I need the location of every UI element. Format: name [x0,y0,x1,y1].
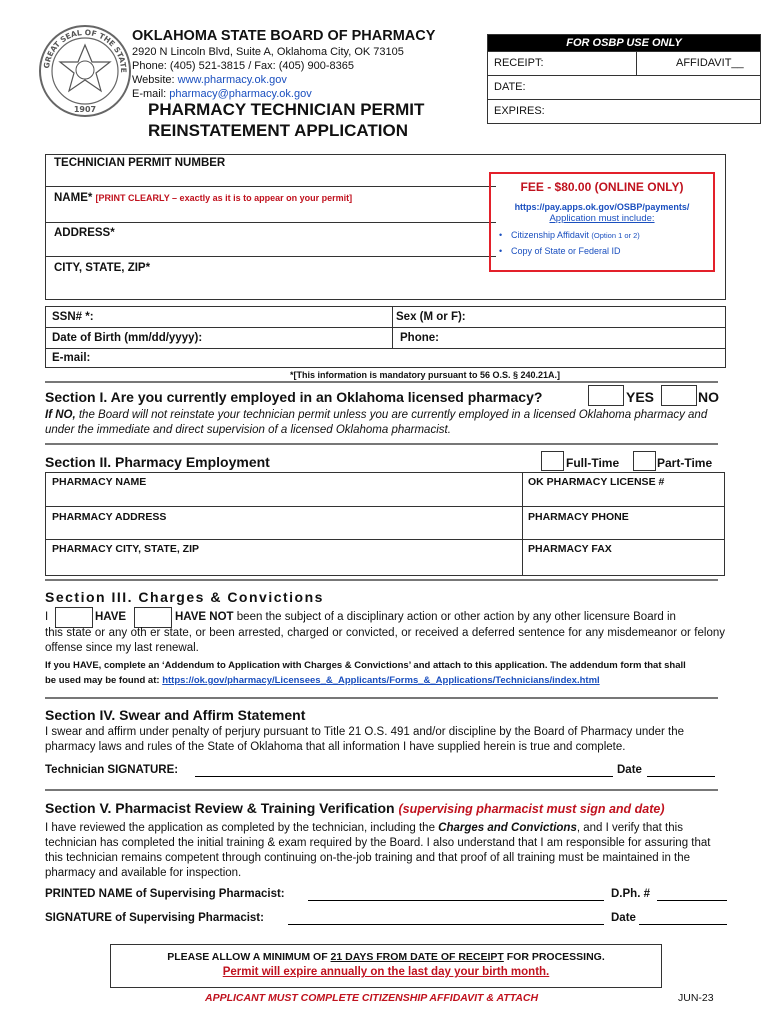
dph-label: D.Ph. # [611,888,650,900]
employed-yes-checkbox[interactable] [588,385,624,406]
section3-heading: Section III. Charges & Convictions [45,589,324,605]
city-state-zip-label: CITY, STATE, ZIP* [54,262,151,274]
website-link[interactable]: www.pharmacy.ok.gov [177,74,287,86]
section5-statement: I have reviewed the application as completed by the technician, including the Charges and Convictions, and I verify that this technician has completed the initial training & exam required by the Board. I also understand that I am responsible for assuring that this technician remains competent through continuing on-the-job training and that proof of all training must be maintained in the pharmacy and available for inspection. [45,822,711,879]
mandatory-note: *[This information is mandatory pursuant to 56 O.S. § 240.21A.] [290,370,561,380]
technician-signature-line[interactable] [195,776,613,777]
addendum-note-line1: If you HAVE, complete an ‘Addendum to Application with Charges & Convictions’ and attach to this application. The addendum form that shall [45,660,686,671]
section3-statement-line1: HAVE NOT been the subject of a disciplinary action or other action by any other licensure Board in [175,611,676,623]
form-title-line1: PHARMACY TECHNICIAN PERMIT [148,100,425,119]
fee-box [489,172,715,272]
form-version: JUN-23 [678,992,714,1004]
processing-time-note: PLEASE ALLOW A MINIMUM OF 21 DAYS FROM DATE OF RECEIPT FOR PROCESSING. [167,951,605,963]
no-label: NO [698,389,719,405]
addendum-note-line2: be used may be found at: https://ok.gov/pharmacy/Licensees_&_Applicants/Forms_&_Applications/Technicians/index.html [45,675,600,686]
fee-title: FEE - $80.00 (ONLINE ONLY) [520,180,684,194]
agency-website-line: Website: www.pharmacy.ok.gov [132,74,287,86]
must-include-label: Application must include: [549,213,655,224]
yes-label: YES [626,389,655,405]
have-not-checkbox[interactable] [134,607,172,628]
full-time-checkbox[interactable] [541,451,564,471]
requirement-citizenship: • Citizenship Affidavit (Option 1 or 2) [499,230,640,240]
section2-heading: Section II. Pharmacy Employment [45,454,270,470]
osbp-heading: FOR OSBP USE ONLY [488,35,760,51]
full-time-label: Full-Time [566,456,620,470]
name-label: NAME* [PRINT CLEARLY – exactly as it is to appear on your permit] [54,192,353,204]
section5-heading: Section V. Pharmacist Review & Training Verification (supervising pharmacist must sign and date) [45,800,665,816]
pharmacist-signature-line[interactable] [288,924,604,925]
form-title-line2: REINSTATEMENT APPLICATION [148,121,409,140]
section5-heading-note: (supervising pharmacist must sign and date) [398,802,665,816]
technician-signature-label: Technician SIGNATURE: [45,764,179,776]
license-label: OK PHARMACY LICENSE # [528,476,665,488]
agency-name: OKLAHOMA STATE BOARD OF PHARMACY [132,28,436,44]
have-label: HAVE [95,611,127,623]
expires-label: EXPIRES: [494,105,545,117]
name-note: [PRINT CLEARLY – exactly as it is to appear on your permit] [95,193,353,203]
pharmacy-fax-label: PHARMACY FAX [528,543,612,555]
pharmacy-city-label: PHARMACY CITY, STATE, ZIP [52,543,200,555]
section4-heading: Section IV. Swear and Affirm Statement [45,707,306,723]
addendum-link[interactable]: https://ok.gov/pharmacy/Licensees_&_Applicants/Forms_&_Applications/Technicians/index.html [162,675,600,686]
employed-no-checkbox[interactable] [661,385,697,406]
section4-statement: I swear and affirm under penalty of perjury pursuant to Title 21 O.S. 491 and/or discipline by the Board of Pharmacy under the pharmacy laws and rules of the State of Oklahoma that all information I have supplied herein is true and complete. [45,726,685,753]
state-seal [38,24,132,118]
agency-email-line: E-mail: pharmacy@pharmacy.ok.gov [132,88,312,100]
section3-statement: this state or any oth er state, or been arrested, charged or convicted, or received a deferred sentence for any misdemeanor or felony offense since my last renewal. [45,627,725,654]
section3-i: I [45,611,49,623]
pharmacy-address-label: PHARMACY ADDRESS [52,511,167,523]
personal-info-section [45,306,726,368]
agency-address: 2920 N Lincoln Blvd, Suite A, Oklahoma City, OK 73105 [132,46,404,58]
pharmacy-employment-table [45,472,725,576]
address-label: ADDRESS* [54,227,115,239]
technician-date-label: Date [617,764,642,776]
dph-line[interactable] [657,900,727,901]
pharmacist-signature-label: SIGNATURE of Supervising Pharmacist: [45,912,264,924]
ssn-label: SSN# *: [52,311,94,323]
pharmacy-phone-label: PHARMACY PHONE [528,511,629,523]
svg-text:1907: 1907 [73,105,97,114]
osbp-use-box [487,34,761,124]
footer-citizenship-note: APPLICANT MUST COMPLETE CITIZENSHIP AFFIDAVIT & ATTACH [205,992,539,1004]
part-time-checkbox[interactable] [633,451,656,471]
pharmacist-date-line[interactable] [639,924,727,925]
osbp-date-label: DATE: [494,81,526,93]
payment-link[interactable]: https://pay.apps.ok.gov/OSBP/payments/ [514,202,690,212]
email-link[interactable]: pharmacy@pharmacy.ok.gov [169,88,312,100]
printed-name-line[interactable] [308,900,604,901]
section1-note: If NO, the Board will not reinstate your technician permit unless you are currently employed in a licensed Oklahoma pharmacy and under the immediate and direct supervision of a licensed Oklahoma pharmacist. [45,409,708,436]
pharmacist-date-label: Date [611,912,636,924]
phone-label: Phone: [400,332,439,344]
sex-label: Sex (M or F): [396,311,466,323]
expiration-note: Permit will expire annually on the last day your birth month. [222,966,550,978]
agency-phone-fax: Phone: (405) 521-3815 / Fax: (405) 900-8365 [132,60,354,72]
dob-label: Date of Birth (mm/dd/yyyy): [52,332,203,344]
receipt-label: RECEIPT: [494,57,544,69]
part-time-label: Part-Time [657,456,713,470]
processing-notice [110,944,662,988]
technician-date-line[interactable] [647,776,715,777]
printed-name-label: PRINTED NAME of Supervising Pharmacist: [45,888,285,900]
svg-text:GREAT SEAL OF THE STATE OF OKL: GREAT SEAL OF THE STATE [42,27,129,73]
affidavit-label: AFFIDAVIT__ [676,57,744,69]
requirement-id: • Copy of State or Federal ID [499,246,621,256]
pharmacy-name-label: PHARMACY NAME [52,476,147,488]
permit-number-label: TECHNICIAN PERMIT NUMBER [54,157,226,169]
have-checkbox[interactable] [55,607,93,628]
email-label: E-mail: [52,352,91,364]
section1-heading: Section I. Are you currently employed in an Oklahoma licensed pharmacy? [45,389,543,405]
